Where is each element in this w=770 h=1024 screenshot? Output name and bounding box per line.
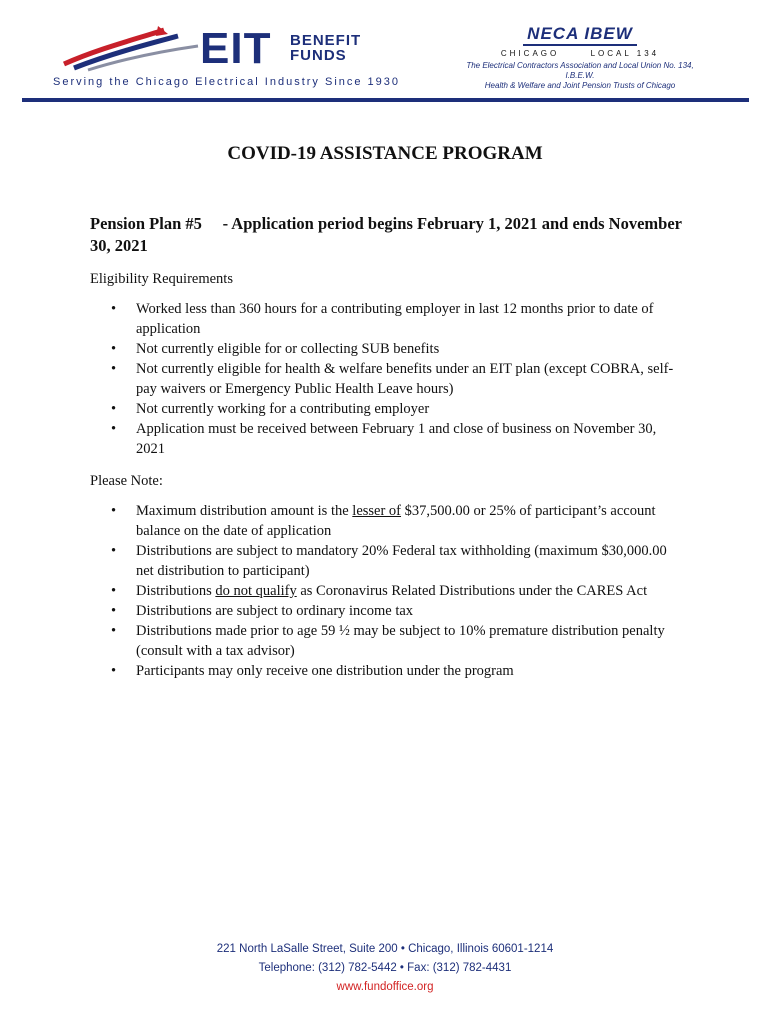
footer [0,940,770,997]
list-item: • Distributions do not qualify as Coronavirus Related Distributions under the CARES Act [111,583,648,599]
bullet-icon: • [111,603,117,619]
eligibility-label: Eligibility Requirements [90,271,233,287]
note-label: Please Note: [90,473,163,489]
eit-wordmark: EIT [200,24,272,73]
document-body [90,213,687,681]
list-item: • Participants may only receive one distribution under the program [111,663,514,679]
page-title: COVID-19 ASSISTANCE PROGRAM [227,143,543,164]
underlined-text: do not qualify [215,583,297,599]
bullet-icon: • [111,623,117,639]
bullet-icon: • [111,341,117,357]
footer-address: 221 North LaSalle Street, Suite 200 • Chicago, Illinois 60601-1214 [216,943,554,955]
list-item: • Distributions are subject to mandatory 20% Federal tax withholding (maximum $30,000.00 net distribution to participant) [111,543,667,579]
eit-tagline: Serving the Chicago Electrical Industry Since 1930 [53,76,401,88]
logo-line-benefit: BENEFIT [290,32,362,49]
neca-ibew-wordmark: NECA IBEW [523,24,637,46]
bullet-icon: • [111,503,117,519]
bullet-icon: • [111,663,117,679]
note-list [90,501,682,681]
bullet-icon: • [111,543,117,559]
bullet-icon: • [111,401,117,417]
union-chicago: CHICAGO [500,49,560,58]
eligibility-list [90,299,682,459]
list-item: • Maximum distribution amount is the lesser of $37,500.00 or 25% of participant’s account balance on the date of application [111,503,656,539]
list-item: • Distributions are subject to ordinary income tax [111,603,414,619]
footer-website-link[interactable]: www.fundoffice.org [336,981,434,993]
union-desc-line-1: The Electrical Contractors Association and Local Union No. 134, I.B.E.W. [466,61,694,80]
neca-ibew-logo [460,24,700,94]
union-description [460,61,700,91]
list-item: • Not currently eligible for or collecting SUB benefits [111,341,440,357]
union-local: LOCAL 134 [590,49,660,58]
union-desc-line-2: Health & Welfare and Joint Pension Trusts of Chicago [484,81,676,90]
underlined-text: lesser of [352,503,402,519]
plan-heading: Pension Plan #5 - Application period begins February 1, 2021 and ends November 30, 2021 [90,214,687,255]
eit-benefit-funds [290,33,361,63]
list-item: • Application must be received between February 1 and close of business on November 30, 2021 [111,421,657,457]
bullet-icon: • [111,421,117,437]
chicago-local-line [460,49,700,58]
header-divider [22,98,749,102]
eit-logo [50,20,410,92]
list-item: • Worked less than 360 hours for a contributing employer in last 12 months prior to date of application [111,301,654,337]
bullet-icon: • [111,361,117,377]
bullet-icon: • [111,301,117,317]
list-item: • Not currently working for a contributing employer [111,401,430,417]
footer-phone: Telephone: (312) 782-5442 • Fax: (312) 782-4431 [258,962,512,974]
list-item: • Distributions made prior to age 59 ½ may be subject to 10% premature distribution penalty (consult with a tax advisor) [111,623,665,659]
bullet-icon: • [111,583,117,599]
logo-line-funds: FUNDS [290,47,347,64]
swoosh-logo-icon [60,24,200,72]
list-item: • Not currently eligible for health & welfare benefits under an EIT plan (except COBRA, self-pay waivers or Emergency Public Health Leave hours) [111,361,674,397]
